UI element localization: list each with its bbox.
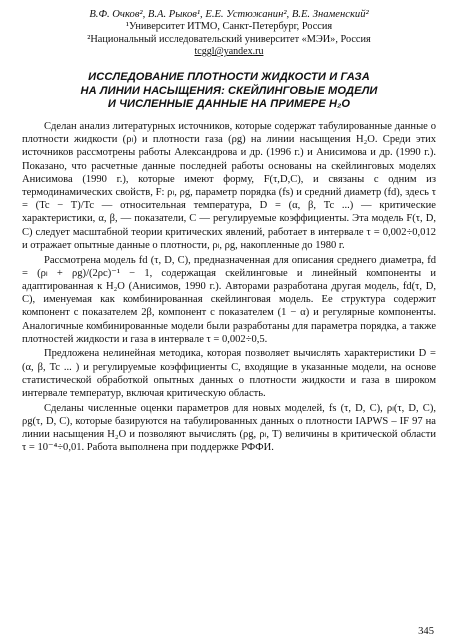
body-paragraph-3: Предложена нелинейная методика, которая позволяет вычислять характеристики D = (α, β, Tc ... ) и регулируемые коэффициенты C, входящие в указанные модели, на основе статистической обработкой опытных данных о плотности жидкости и газа в широком интервале температур, включая критическую область. — [22, 348, 436, 400]
title-line-2: НА ЛИНИИ НАСЫЩЕНИЯ: СКЕЙЛИНГОВЫЕ МОДЕЛИ — [80, 84, 378, 97]
title-line-3: И ЧИСЛЕННЫЕ ДАННЫЕ НА ПРИМЕРЕ H₂O — [107, 98, 351, 111]
paper-title — [22, 71, 436, 112]
author-email-link[interactable]: tcggl@yandex.ru — [194, 46, 264, 58]
page-number: 345 — [418, 626, 434, 637]
affiliation-2: ²Национальный исследовательский университет «МЭИ», Россия — [87, 33, 371, 45]
affiliation-1: ¹Университет ИТМО, Санкт-Петербург, Россия — [125, 21, 333, 32]
abstract-body — [22, 120, 436, 455]
authors-line: В.Ф. Очков², В.А. Рыков¹, Е.Е. Устюжанин², В.Е. Знаменский² — [89, 9, 369, 20]
title-line-1: ИССЛЕДОВАНИЕ ПЛОТНОСТИ ЖИДКОСТИ И ГАЗА — [88, 71, 370, 84]
body-paragraph-2: Рассмотрена модель fd (τ, D, C), предназначенная для описания среднего диаметра, fd = (ρₗ + ρg)/(2ρc)⁻¹ − 1, содержащая скейлинговые и линейный компоненты и адаптированная к H₂O (Анисимов, 1990 г.). Авторами разработана другая модель, fd(τ, D, C), именуемая как комбинированная скейлинговая модель. Ее структура содержит компонент с показателем 2β, компонент с показателем (1 − α) и регулярные компоненты. Аналогичные комбинированные модели были разработаны для параметра порядка, а также плотностей жидкости и газа в интервале τ = 0,002÷0,5. — [22, 254, 436, 345]
body-paragraph-4: Сделаны численные оценки параметров для новых моделей, fs (τ, D, C), ρₗ(τ, D, C), ρg(τ, D, C), которые базируются на табулированных данных о плотности IAPWS – IF 97 на линии насыщения H₂O и позволяют вычислять (ρg, ρₗ, T) величины в критической области τ = 10⁻⁴÷0,01. Работа выполнена при поддержке РФФИ. — [22, 402, 436, 454]
body-paragraph-1: Сделан анализ литературных источников, которые содержат табулированные данные о плотности жидкости (ρₗ) и плотности газа (ρg) на линии насыщения H₂O. Среди этих источников рассмотрены работы Александрова и др. (1996 г.) и Анисимова и др. (1990 г.). Показано, что расчетные данные последней работы основаны на скейлинговых моделях Анисимова (1990 г.), которые имеют форму, F(τ,D,C), и связаны с одним из термодинамических свойств, F: ρₗ, ρg, параметр порядка (fs) и средний диаметр (fd), здесь τ = (Tc − T)/Tc — относительная температура, D = (α, β, Tc ...) — критические характеристики, α, β, — показатели, C — регулируемые коэффициенты. Эта модель F(τ, D, C) следует масштабной теории критических явлений, работает в интервале τ = 0,002÷0,012 и отражает опытные данные о плотности, ρₗ, ρg, накопленные до 1980 г. — [22, 120, 436, 251]
